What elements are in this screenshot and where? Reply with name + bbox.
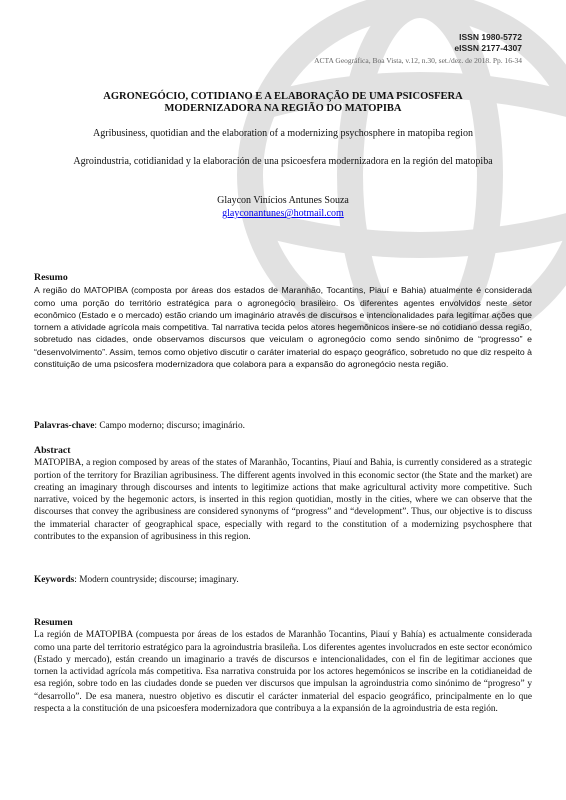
title-english: Agribusiness, quotidian and the elaboration of a modernizing psychosphere in matopiba region [93,128,473,139]
journal-citation: ACTA Geográfica, Boa Vista, v.12, n.30, set./dez. de 2018. Pp. 16-34 [314,56,522,65]
author-email-link[interactable]: glayconantunes@hotmail.com [222,208,344,219]
eissn: eISSN 2177-4307 [454,43,522,53]
author-block [34,194,532,220]
resumo-text: A região do MATOPIBA (composta por áreas dos estados de Maranhão, Tocantins, Piauí e Bahia) atualmente é considerada como uma porção do território estratégica para o agronegócio brasileiro. Os diferentes agentes envolvidos neste setor econômico (Estado e o mercado) estão criando um imaginário através de discursos e intencionalidades para legitimar ações que tornem a atividade agrícola mais competitiva. Tal narrativa tecida pelos atores hegemônicos insere-se no cotidiano dessa região, sobretudo nas cidades, onde observamos discursos que veiculam o agronegócio como sendo sinônimo de “progresso” e “desenvolvimento”. Assim, temos como objetivo discutir o caráter imaterial do espaço geográfico, sobretudo no que diz respeito à constituição de uma psicosfera modernizadora que colabora para a expansão do agronegócio nesta região. [34,285,532,370]
keywords [34,575,532,585]
resumen-heading: Resumen [34,617,73,628]
abstract-heading: Abstract [34,445,71,456]
paper-title [34,91,532,115]
abstract-text: MATOPIBA, a region composed by areas of the states of Maranhão, Tocantins, Piauí and Bahia, is currently considered as a strategic portion of the territory for Brazilian agribusiness. The different agents involved in this economic sector (the State and the market) are creating an imaginary through discourses and intents to legitimize actions that make agricultural activity more competitive. Such narrative, voiced by the hegemonic actors, is inserted in this region quotidian, mostly in the cities, where we can observe that the discourses that convey the agribusiness are considered synonyms of “progress” and “development”. Thus, our objective is to discuss the immaterial character of geographical space, especially with regard to the constitution of a modernizing psychosphere that contributes to the expansion of agribusiness in this region. [34,458,532,543]
keywords-value: : Modern countryside; discourse; imaginary. [74,575,239,585]
palavras-chave-value: : Campo moderno; discurso; imaginário. [94,421,245,431]
palavras-chave-label: Palavras-chave [34,421,95,431]
issn: ISSN 1980-5772 [459,32,522,42]
title-line-2: MODERNIZADORA NA REGIÃO DO MATOPIBA [164,103,402,114]
title-line-1: AGRONEGÓCIO, COTIDIANO E A ELABORAÇÃO DE UMA PSICOSFERA [103,91,463,102]
keywords-label: Keywords [34,575,75,585]
title-spanish: Agroindustria, cotidianidad y la elaboración de una psicoesfera modernizadora en la región del matopiba [73,156,493,167]
author-name: Glaycon Vinícios Antunes Souza [217,195,349,206]
resumen-section [34,617,532,715]
abstract-section [34,445,532,543]
resumo-section [34,272,532,370]
issn-block [454,32,522,54]
resumen-text: La región de MATOPIBA (compuesta por áreas de los estados de Maranhão Tocantins, Piauí y Bahía) es actualmente considerada como una parte del territorio estratégico para la agroindustria brasileña. Los diferentes agentes involucrados en este sector económico (Estado y mercado), están creando un imaginario a través de discursos e intencionalidades, con el fin de legitimar acciones que tornen la actividad agrícola más competitiva. Esa narrativa construida por los actores hegemónicos se inscribe en la cotidianeidad de esa región, sobre todo en las ciudades donde se pueden ver discursos que impulsan la agroindustria como sinónimo de “progreso” y “desarrollo”. De esa manera, nuestro objetivo es discutir el carácter inmaterial del espacio geográfico, principalmente en lo que respecta a la constitución de una psicoesfera modernizadora que contribuya a la expansión de la agroindustria de esta región. [34,630,532,715]
resumo-heading: Resumo [34,272,68,283]
palavras-chave [34,421,532,431]
